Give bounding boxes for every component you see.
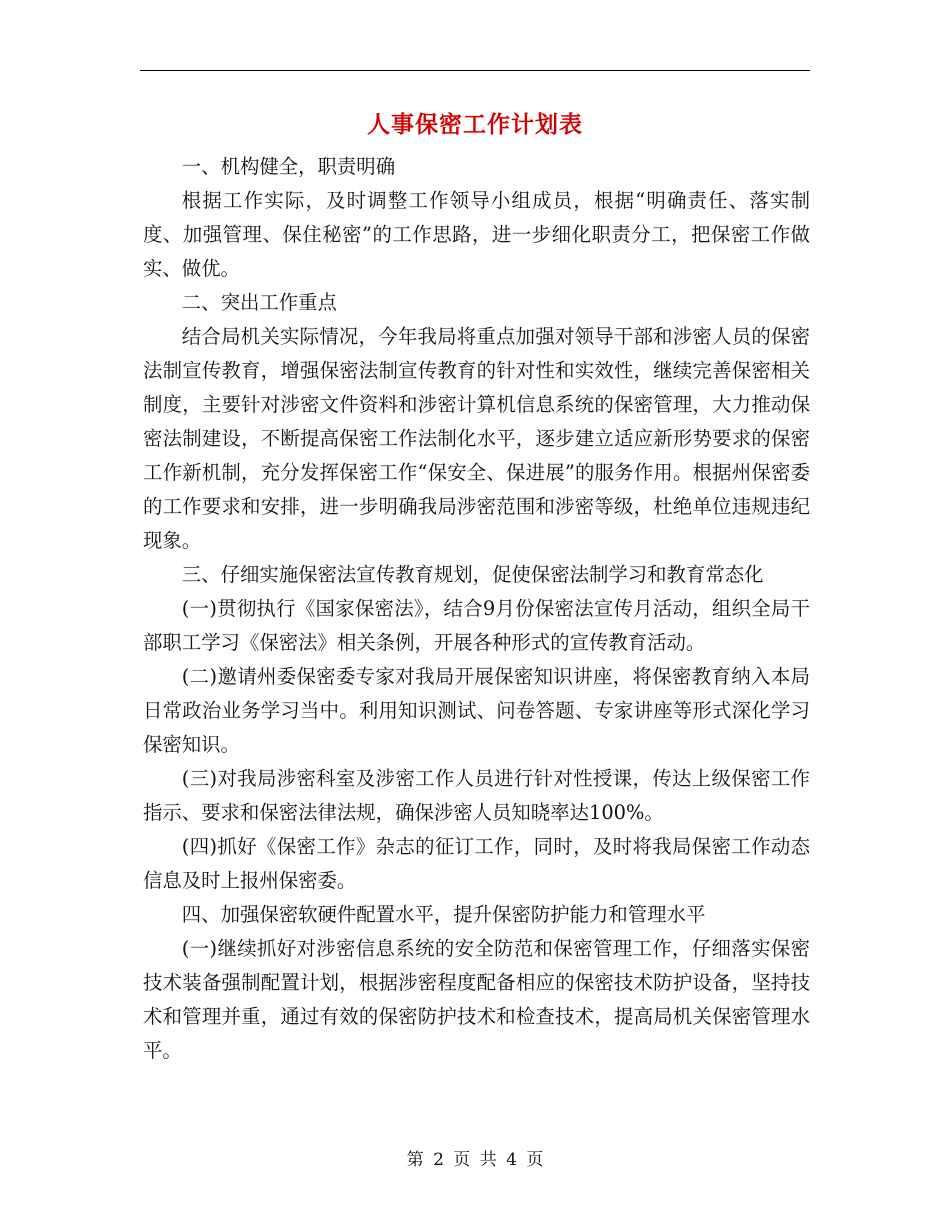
paragraph-heading-2: 二、突出工作重点 [181,291,337,314]
paragraph: 根据工作实际，及时调整工作领导小组成员，根据“明确责任、落实制度、加强管理、保住秘密”的工作思路，进一步细化职责分工，把保密工作做实、做优。 [143,189,810,280]
paragraph-item: (一)继续抓好对涉密信息系统的安全防范和保密管理工作，仔细落实保密技术装备强制配置计划，根据涉密程度配备相应的保密技术防护设备，坚持技术和管理并重，通过有效的保密防护技术和检查技术，提高局机关保密管理水平。 [143,937,810,1062]
paragraph-heading-3: 三、仔细实施保密法宣传教育规划，促使保密法制学习和教育常态化 [181,563,764,586]
document-body [143,150,810,1068]
paragraph-item: (二)邀请州委保密委专家对我局开展保密知识讲座，将保密教育纳入本局日常政治业务学习当中。利用知识测试、问卷答题、专家讲座等形式深化学习保密知识。 [143,665,810,756]
paragraph-item: (一)贯彻执行《国家保密法》，结合9月份保密法宣传月活动，组织全局干部职工学习《保密法》相关条例，开展各种形式的宣传教育活动。 [143,597,810,654]
paragraph-heading-4: 四、加强保密软硬件配置水平，提升保密防护能力和管理水平 [181,903,706,926]
header-rule [140,70,810,71]
paragraph-item: (三)对我局涉密科室及涉密工作人员进行针对性授课，传达上级保密工作指示、要求和保密法律法规，确保涉密人员知晓率达100%。 [143,767,810,824]
paragraph-item: (四)抓好《保密工作》杂志的征订工作，同时，及时将我局保密工作动态信息及时上报州保密委。 [143,835,810,892]
document-title: 人事保密工作计划表 [367,112,583,138]
paragraph: 结合局机关实际情况，今年我局将重点加强对领导干部和涉密人员的保密法制宣传教育，增强保密法制宣传教育的针对性和实效性，继续完善保密相关制度，主要针对涉密文件资料和涉密计算机信息系统的保密管理，大力推动保密法制建设，不断提高保密工作法制化水平，逐步建立适应新形势要求的保密工作新机制，充分发挥保密工作“保安全、保进展”的服务作用。根据州保密委的工作要求和安排，进一步明确我局涉密范围和涉密等级，杜绝单位违规违纪现象。 [143,325,810,552]
paragraph-heading-1: 一、机构健全，职责明确 [181,155,396,178]
page-number: 第 2 页 共 4 页 [406,1150,544,1170]
